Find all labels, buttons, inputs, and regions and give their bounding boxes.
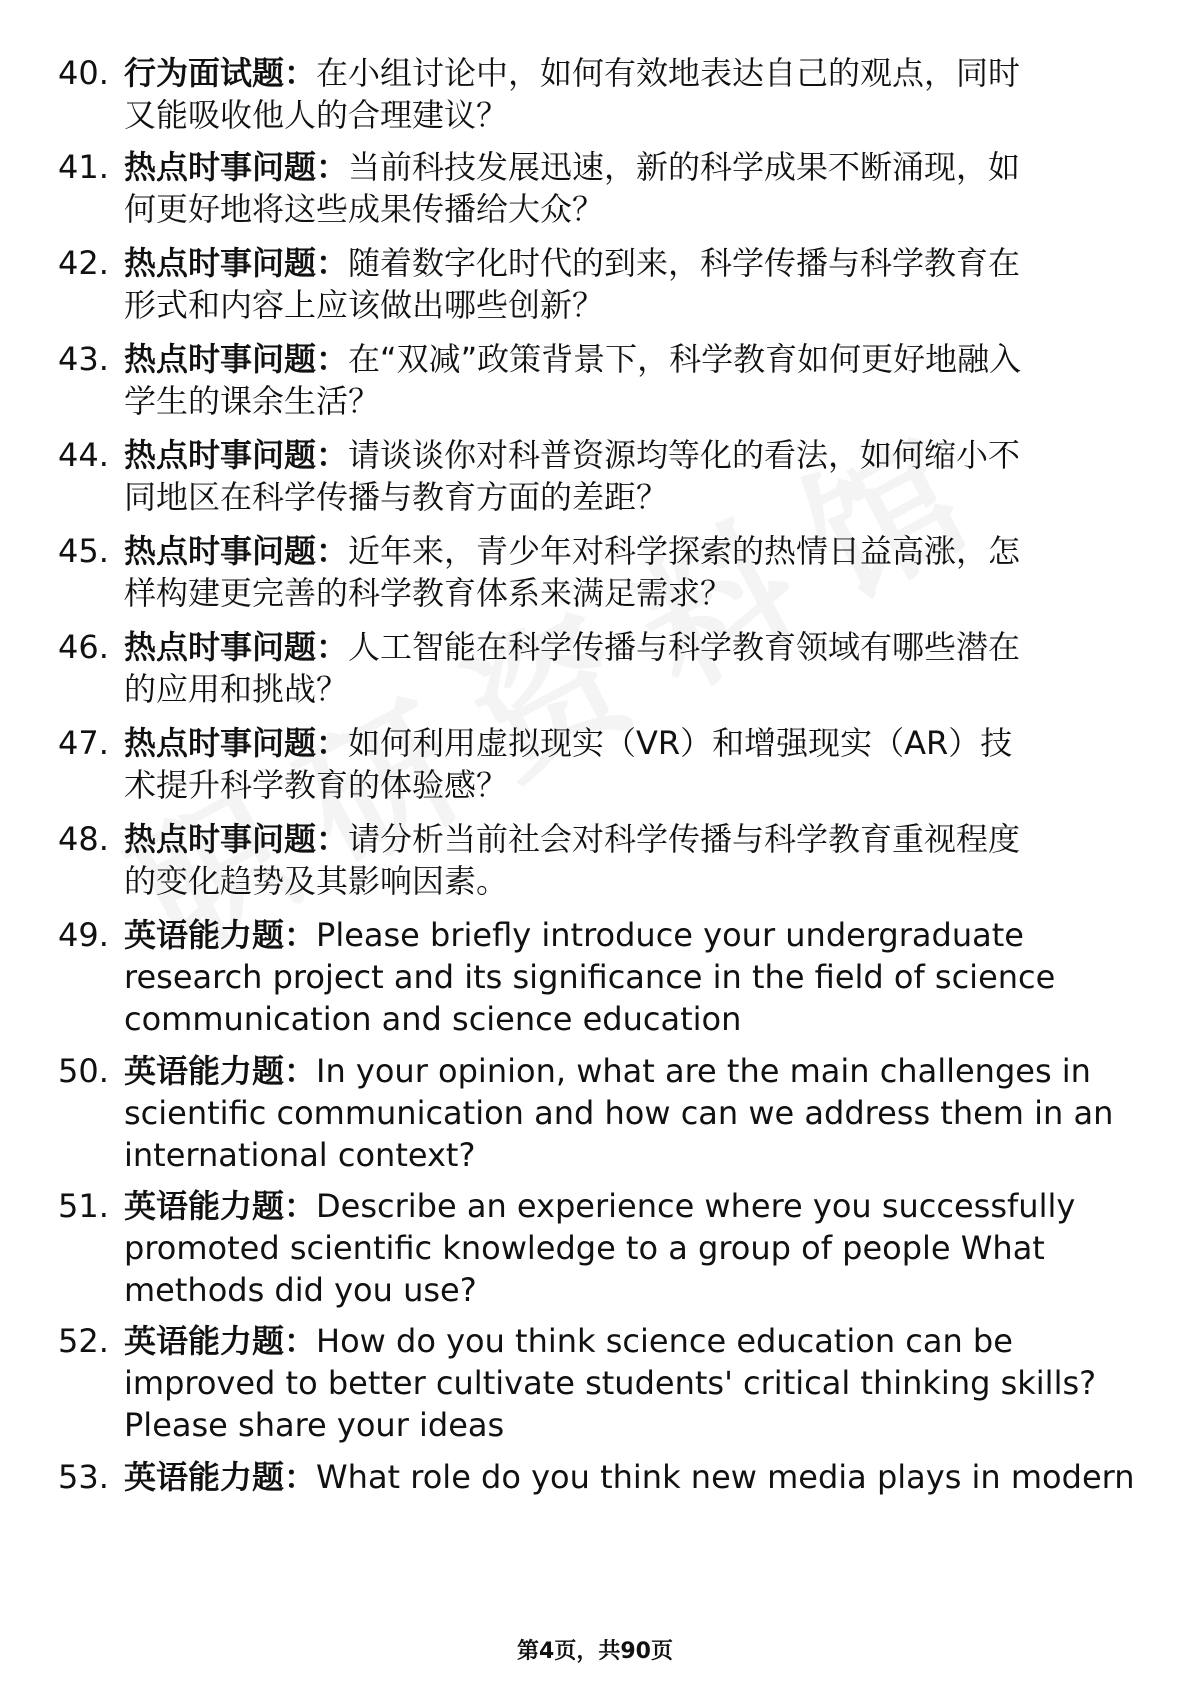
item-category: 行为面试题： — [124, 54, 317, 92]
item-line: 如何利用虚拟现实（VR）和增强现实（AR）技 — [348, 724, 1013, 762]
item-text — [124, 722, 1174, 806]
item-line: 请谈谈你对科普资源均等化的看法，如何缩小不 — [348, 436, 1021, 474]
item-line: research project and its significance in the field of science — [124, 958, 1056, 996]
item-category: 热点时事问题： — [124, 436, 349, 474]
item-line: 请分析当前社会对科学传播与科学教育重视程度 — [348, 820, 1021, 858]
item-number: 53. — [58, 1458, 109, 1496]
item-line: 术提升科学教育的体验感？ — [124, 766, 509, 804]
item-number: 41. — [58, 148, 109, 186]
item-line: 何更好地将这些成果传播给大众？ — [124, 190, 605, 228]
item-line: 近年来，青少年对科学探索的热情日益高涨，怎 — [348, 532, 1021, 570]
item-line: 样构建更完善的科学教育体系来满足需求？ — [124, 574, 733, 612]
item-number: 44. — [58, 436, 109, 474]
item-text — [124, 1050, 1174, 1176]
item-text — [124, 818, 1174, 902]
item-line: Please share your ideas — [124, 1406, 505, 1444]
item-line: Please briefly introduce your undergraduate — [316, 916, 1024, 954]
item-number: 47. — [58, 724, 109, 762]
item-category: 热点时事问题： — [124, 148, 349, 186]
item-category: 热点时事问题： — [124, 820, 349, 858]
item-line: 人工智能在科学传播与科学教育领域有哪些潜在 — [348, 628, 1021, 666]
item-line: In your opinion, what are the main challenges in — [316, 1052, 1091, 1090]
item-line: 又能吸收他人的合理建议？ — [124, 96, 509, 134]
item-text — [124, 1320, 1174, 1446]
item-category: 热点时事问题： — [124, 724, 349, 762]
item-text — [124, 530, 1174, 614]
item-number: 52. — [58, 1322, 109, 1360]
item-text — [124, 52, 1174, 136]
item-category: 热点时事问题： — [124, 244, 349, 282]
item-line: 的变化趋势及其影响因素。 — [124, 862, 509, 900]
item-text — [124, 1456, 1174, 1498]
item-number: 50. — [58, 1052, 109, 1090]
item-line: methods did you use? — [124, 1271, 477, 1309]
item-line: 在小组讨论中，如何有效地表达自己的观点，同时 — [316, 54, 1021, 92]
item-category: 英语能力题： — [124, 1458, 317, 1496]
page-footer: 第4页，共90页 — [517, 1639, 673, 1664]
item-line: 在“双减”政策背景下，科学教育如何更好地融入 — [348, 340, 1022, 378]
item-line: 随着数字化时代的到来，科学传播与科学教育在 — [348, 244, 1021, 282]
item-line: Describe an experience where you successfully — [316, 1187, 1076, 1225]
item-line: 形式和内容上应该做出哪些创新？ — [124, 286, 605, 324]
item-category: 热点时事问题： — [124, 628, 349, 666]
item-line: 同地区在科学传播与教育方面的差距？ — [124, 478, 669, 516]
item-text — [124, 338, 1174, 422]
item-number: 46. — [58, 628, 109, 666]
item-category: 英语能力题： — [124, 1187, 317, 1225]
item-text — [124, 242, 1174, 326]
item-text — [124, 1185, 1174, 1311]
item-text — [124, 146, 1174, 230]
item-number: 42. — [58, 244, 109, 282]
item-number: 48. — [58, 820, 109, 858]
item-category: 热点时事问题： — [124, 340, 349, 378]
item-category: 英语能力题： — [124, 1052, 317, 1090]
item-number: 45. — [58, 532, 109, 570]
item-category: 英语能力题： — [124, 1322, 317, 1360]
item-number: 49. — [58, 916, 109, 954]
item-line: communication and science education — [124, 1000, 742, 1038]
item-number: 40. — [58, 54, 109, 92]
item-number: 51. — [58, 1187, 109, 1225]
item-line: promoted scientific knowledge to a group of people What — [124, 1229, 1045, 1267]
item-text — [124, 434, 1174, 518]
item-line: 学生的课余生活？ — [124, 382, 381, 420]
item-line: international context? — [124, 1136, 476, 1174]
item-category: 热点时事问题： — [124, 532, 349, 570]
item-category: 英语能力题： — [124, 916, 317, 954]
item-line: How do you think science education can be — [316, 1322, 1013, 1360]
item-line: 当前科技发展迅速，新的科学成果不断涌现，如 — [348, 148, 1021, 186]
item-line: What role do you think new media plays in modern — [316, 1458, 1135, 1496]
item-line: 的应用和挑战？ — [124, 670, 349, 708]
item-number: 43. — [58, 340, 109, 378]
item-line: improved to better cultivate students' critical thinking skills? — [124, 1364, 1097, 1402]
item-line: scientific communication and how can we address them in an — [124, 1094, 1114, 1132]
item-text — [124, 626, 1174, 710]
item-text — [124, 914, 1174, 1040]
